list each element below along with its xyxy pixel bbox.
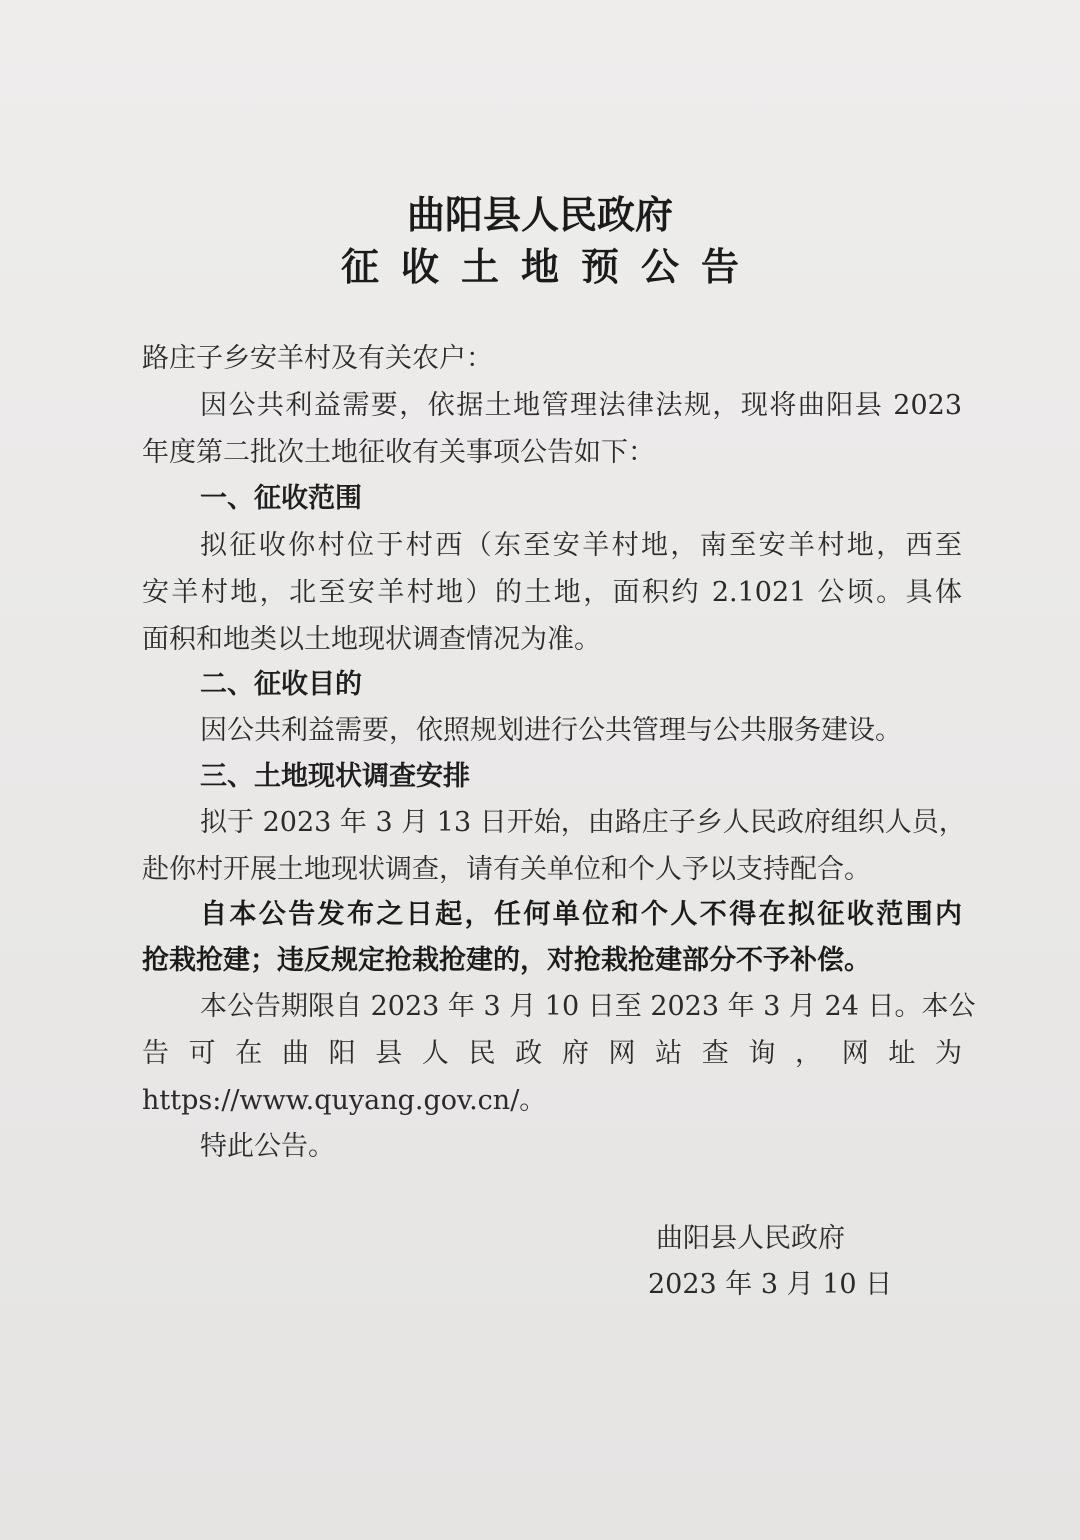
document-title-line2: 征收土地预公告: [340, 245, 761, 289]
section3-line-2: 赴你村开展土地现状调查，请有关单位和个人予以支持配合。: [142, 854, 871, 885]
signature-date: 2023 年 3 月 10 日: [648, 1269, 893, 1300]
period-line-1: 本公告期限自 2023 年 3 月 10 日至 2023 年 3 月 24 日。本公: [200, 991, 976, 1022]
closing-line: 特此公告。: [200, 1131, 335, 1162]
intro-line-2: 年度第二批次土地征收有关事项公告如下：: [142, 437, 655, 468]
section1-line-3: 面积和地类以土地现状调查情况为准。: [142, 624, 601, 655]
section3-line-1: 拟于 2023 年 3 月 13 日开始，由路庄子乡人民政府组织人员，: [200, 807, 966, 838]
document-title-line1: 曲阳县人民政府: [406, 193, 673, 237]
intro-line-1: 因公共利益需要，依据土地管理法律法规，现将曲阳县 2023: [200, 390, 962, 421]
period-line-2: 告可在曲阳县人民政府网站查询，网址为: [142, 1038, 962, 1069]
warning-line-1: 自本公告发布之日起，任何单位和个人不得在拟征收范围内: [200, 899, 962, 930]
warning-line-2: 抢栽抢建；违反规定抢栽抢建的，对抢栽抢建部分不予补偿。: [142, 945, 871, 976]
recipient-line: 路庄子乡安羊村及有关农户：: [142, 343, 493, 374]
section2-line-1: 因公共利益需要，依照规划进行公共管理与公共服务建设。: [200, 715, 902, 746]
signature-org: 曲阳县人民政府: [656, 1223, 845, 1254]
section1-line-1: 拟征收你村位于村西（东至安羊村地，南至安羊村地，西至: [200, 530, 962, 561]
section1-heading: 一、征收范围: [200, 483, 362, 514]
website-url: https://www.quyang.gov.cn/。: [142, 1085, 547, 1116]
section2-heading: 二、征收目的: [200, 669, 362, 700]
section3-heading: 三、土地现状调查安排: [200, 761, 470, 792]
section1-line-2: 安羊村地，北至安羊村地）的土地，面积约 2.1021 公顷。具体: [142, 577, 962, 608]
